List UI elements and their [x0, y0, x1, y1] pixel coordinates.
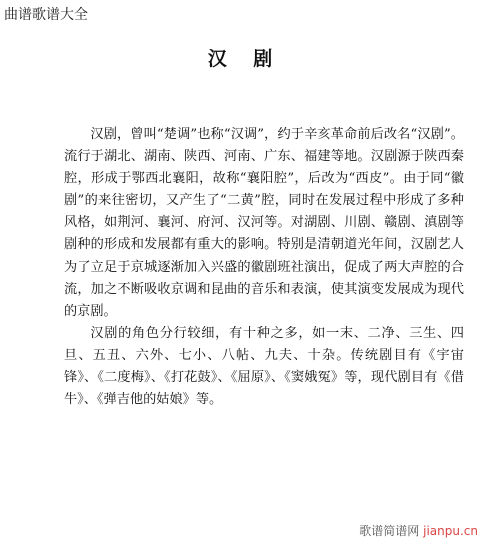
- watermark-site-name: 歌谱简谱网: [359, 524, 420, 538]
- paragraph-history: 汉剧，曾叫“楚调”也称“汉调”，约于辛亥革命前后改名“汉剧”。流行于湖北、湖南、陕西、河南、广东、福建等地。汉剧源于陕西秦腔，形成于鄂西北襄阳，故称“襄阳腔”，后改为“西皮”。由于同“徽剧”的来往密切，又产生了“二黄”腔，同时在发展过程中形成了多种风格，如荆河、襄河、府河、汉河等。对湖剧、川剧、赣剧、滇剧等剧种的形成和发展都有重大的影响。特别是清朝道光年间，汉剧艺人为了立足于京城逐渐加入兴盛的徽剧班社演出，促成了两大声腔的合流，加之不断吸收京调和昆曲的音乐和表演，使其演变发展成为现代的京剧。: [64, 127, 464, 319]
- paragraph-roles: 汉剧的角色分行较细，有十种之多，如一末、二净、三生、四旦、五丑、六外、七小、八帖、九夫、十杂。传统剧目有《宇宙锋》、《二度梅》、《打花鼓》、《屈原》、《窦娥冤》等，现代剧目有《借牛》、《弹吉他的姑娘》等。: [64, 325, 464, 408]
- page-title: 汉 剧: [207, 48, 283, 70]
- site-header-title: 曲谱歌谱大全: [4, 7, 88, 23]
- watermark: [359, 522, 478, 539]
- article-body: [64, 124, 464, 411]
- watermark-url: jianpu.cn: [423, 524, 478, 538]
